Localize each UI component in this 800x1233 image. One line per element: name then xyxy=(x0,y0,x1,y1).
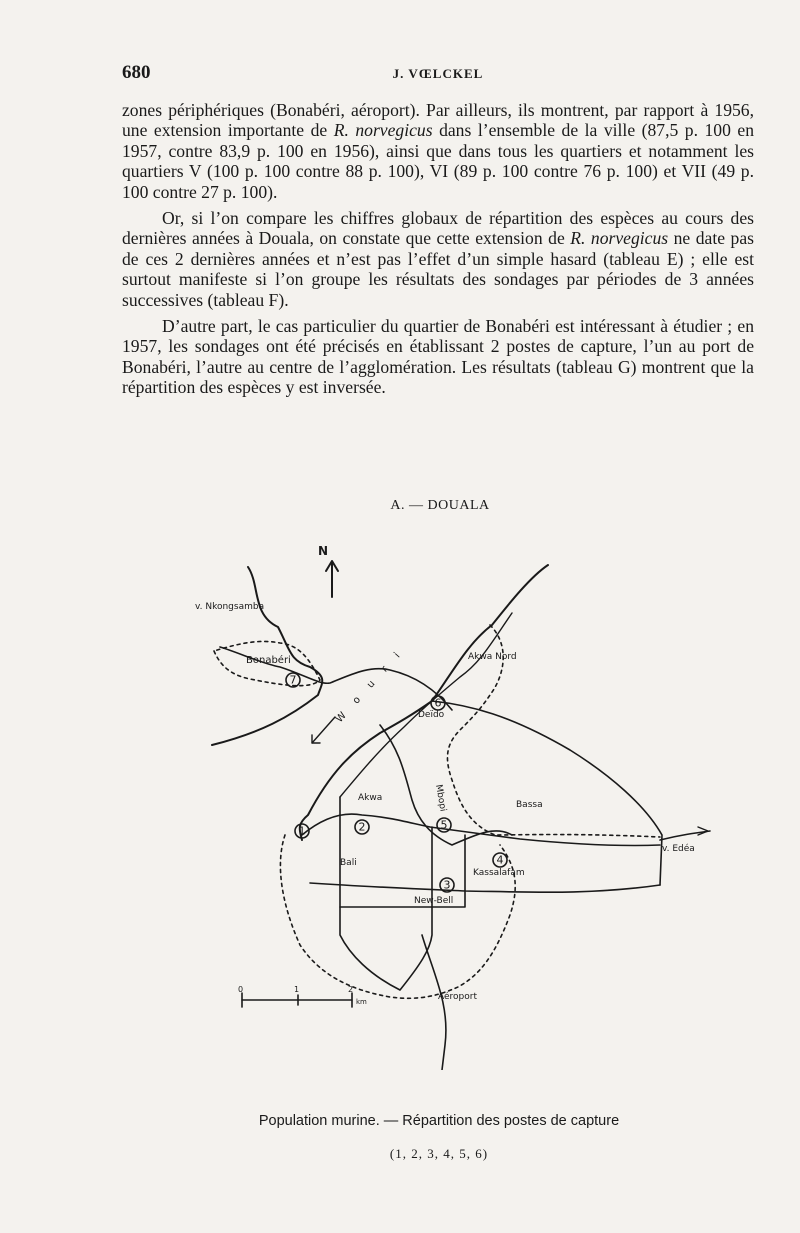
station-marker xyxy=(440,878,454,892)
page-header xyxy=(122,62,754,86)
species-name: R. norvegicus xyxy=(333,120,433,141)
svg-text:2: 2 xyxy=(358,820,366,834)
page-number: 680 xyxy=(122,62,151,83)
place-label: Bonabéri xyxy=(246,655,291,666)
svg-text:1: 1 xyxy=(298,824,306,838)
place-label: v. Nkongsamba xyxy=(195,602,265,612)
place-label: Mbopi xyxy=(433,783,448,813)
running-head: J. VŒLCKEL xyxy=(392,66,484,81)
place-label: v. Edéa xyxy=(662,844,695,854)
figure-caption: Population murine. — Répartition des postes de capture xyxy=(258,1113,620,1129)
place-label: Aéroport xyxy=(438,992,477,1002)
svg-text:6: 6 xyxy=(434,696,442,710)
place-label: Deïdo xyxy=(418,710,445,720)
edea-road xyxy=(660,831,710,840)
douala-map xyxy=(190,535,720,1070)
scale-label: 1 xyxy=(294,985,300,994)
svg-text:7: 7 xyxy=(289,673,297,687)
station-marker xyxy=(355,820,369,834)
city-road xyxy=(340,797,432,990)
river-bank-east xyxy=(300,565,548,840)
place-label: New-Bell xyxy=(414,896,454,906)
place-label: Bassa xyxy=(516,800,543,810)
north-arrow-icon xyxy=(326,561,338,597)
scale-label: 0 xyxy=(238,985,244,994)
svg-text:4: 4 xyxy=(496,853,504,867)
city-boundary xyxy=(280,835,515,998)
paragraph-2: Or, si l’on compare les chiffres globaux de répartition des espèces au cours des dernières années à Douala, on constate que cette extension de R. norvegicus ne date pas de ces 2 dernières années et n’est pas l’effet d’un simple hasard (tableau E) ; elle est surtout manifeste si l’on groupe les résultats des sondages par périodes de 3 années successives (tableau F). xyxy=(122,208,754,310)
figure-title: A. — DOUALA xyxy=(390,498,490,513)
scale-unit: km xyxy=(356,998,367,1006)
scale-label: 2 xyxy=(348,985,354,994)
figure-caption-stations: (1, 2, 3, 4, 5, 6) xyxy=(389,1146,489,1161)
place-label: Kassalafam xyxy=(473,868,525,878)
edea-arrow-icon xyxy=(698,827,708,835)
paragraph-3: D’autre part, le cas particulier du quartier de Bonabéri est intéressant à étudier ; en 1957, les sondages ont été précisés en établissant 2 postes de capture, l’un au port de Bonabéri, l’autre au centre de l’agglomération. Les résultats (tableau G) montrent que la répartition des espèces y est inversée. xyxy=(122,316,754,398)
station-marker xyxy=(286,673,300,687)
svg-text:3: 3 xyxy=(443,878,451,892)
body-text xyxy=(122,100,754,404)
place-label: Akwa xyxy=(358,793,383,803)
station-marker xyxy=(493,853,507,867)
city-road xyxy=(432,701,662,885)
place-label: Bali xyxy=(340,858,357,868)
north-label: N xyxy=(318,544,329,558)
scale-bar xyxy=(242,993,352,1007)
city-road xyxy=(310,883,660,892)
station-marker xyxy=(437,818,451,832)
species-name: R. norvegicus xyxy=(570,228,669,249)
river-flow-arrow-icon xyxy=(312,717,335,743)
place-label: Akwa Nord xyxy=(468,652,517,662)
svg-text:5: 5 xyxy=(440,818,448,832)
paragraph-1: zones périphériques (Bonabéri, aéroport). Par ailleurs, ils montrent, par rapport à 1956, une extension importante de R. norvegicus dans l’ensemble de la ville (87,5 p. 100 en 1957, contre 83,9 p. 100 en 1956), ainsi que dans tous les quartiers et notamment les quartiers V (100 p. 100 contre 88 p. 100), VI (89 p. 100 contre 76 p. 100) et VII (49 p. 100 contre 27 p. 100). xyxy=(122,100,755,202)
river-label: W o u r i xyxy=(334,646,407,726)
